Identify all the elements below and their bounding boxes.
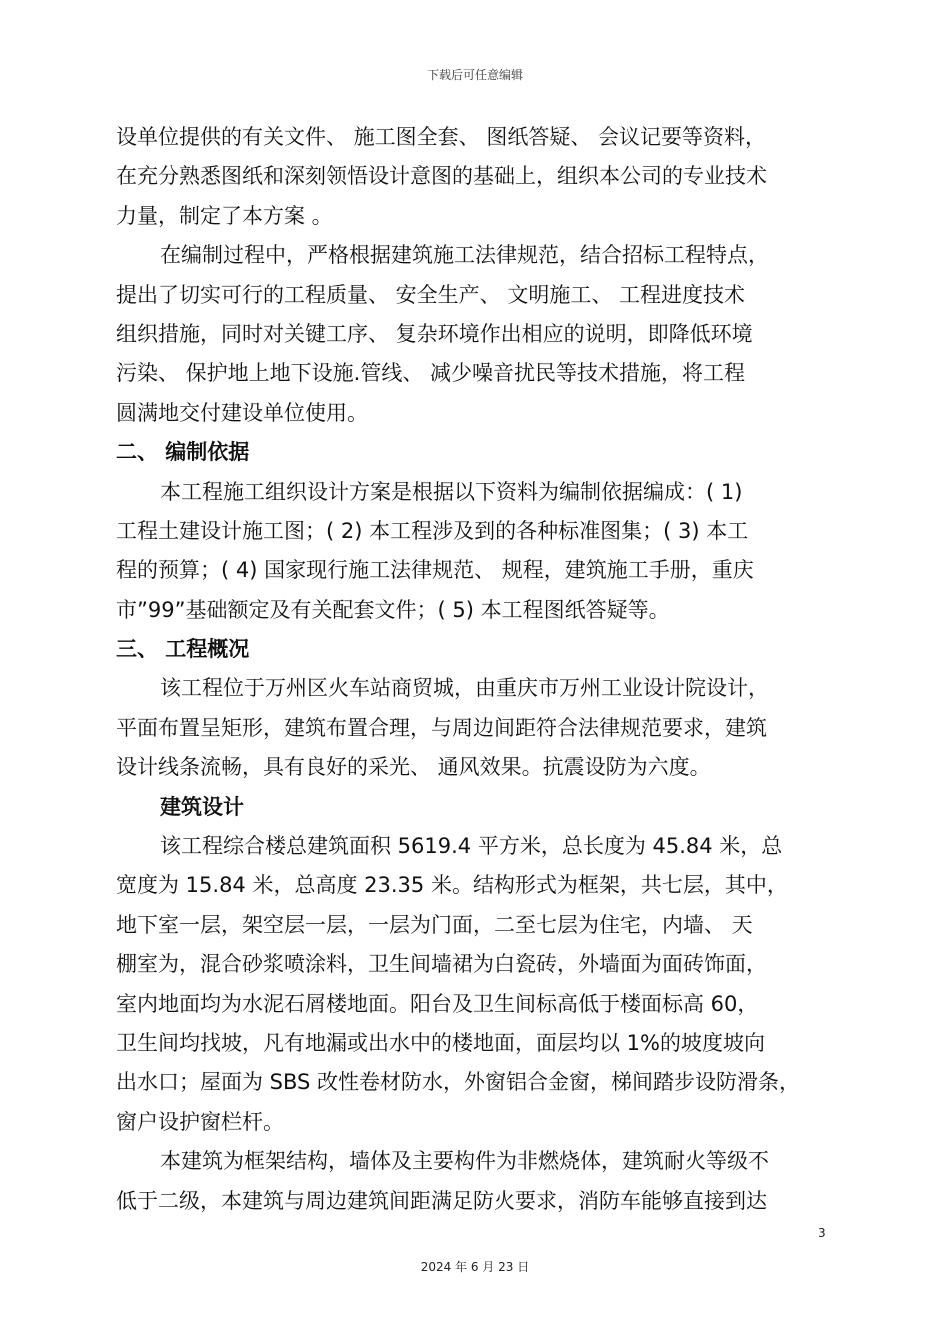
page-number: 3 bbox=[818, 1226, 826, 1240]
footer-date: 2024 年 6 月 23 日 bbox=[420, 1260, 530, 1274]
body-text-line: 圆满地交付建设单位使用。 bbox=[116, 400, 368, 425]
page-header: 下载后可任意编辑 bbox=[426, 68, 523, 82]
body-text-line: 市”99”基础额定及有关配套文件；( 5) 本工程图纸答疑等。 bbox=[116, 597, 670, 622]
body-text-line: 平面布置呈矩形，建筑布置合理，与周边间距符合法律规范要求，建筑 bbox=[116, 715, 767, 740]
section-heading: 三、 工程概况 bbox=[116, 637, 250, 662]
body-text-line: 污染、 保护地上地下设施.管线、 减少噪音扰民等技术措施，将工程 bbox=[116, 361, 746, 386]
body-text-line: 力量，制定了本方案 。 bbox=[116, 203, 333, 228]
body-text-line: 设计线条流畅，具有良好的采光、 通风效果。抗震设防为六度。 bbox=[116, 755, 711, 780]
body-text-line: 在充分熟悉图纸和深刻领悟设计意图的基础上，组织本公司的专业技术 bbox=[116, 164, 767, 189]
body-text-line: 组织措施，同时对关键工序、 复杂环境作出相应的说明，即降低环境 bbox=[116, 321, 753, 346]
section-heading: 建筑设计 bbox=[160, 794, 244, 819]
body-text-line: 室内地面均为水泥石屑楼地面。阳台及卫生间标高低于楼面标高 60， bbox=[116, 991, 759, 1016]
body-text-line: 工程土建设计施工图；( 2) 本工程涉及到的各种标准图集；( 3) 本工 bbox=[116, 518, 749, 543]
body-text-line: 在编制过程中，严格根据建筑施工法律规范，结合招标工程特点， bbox=[160, 243, 769, 268]
body-text-line: 宽度为 15.84 米，总高度 23.35 米。结构形式为框架，共七层，其中， bbox=[116, 873, 788, 898]
body-text-line: 窗户设护窗栏杆。 bbox=[116, 1109, 284, 1134]
body-text-line: 出水口；屋面为 SBS 改性卷材防水，外窗铝合金窗，梯间踏步设防滑条， bbox=[116, 1070, 801, 1095]
body-text-line: 该工程位于万州区火车站商贸城，由重庆市万州工业设计院设计， bbox=[160, 676, 769, 701]
body-text-line: 棚室为，混合砂浆喷涂料，卫生间墙裙为白瓷砖，外墙面为面砖饰面， bbox=[116, 952, 767, 977]
body-text-line: 设单位提供的有关文件、 施工图全套、 图纸答疑、 会议记要等资料， bbox=[116, 125, 767, 149]
body-text-line: 该工程综合楼总建筑面积 5619.4 平方米，总长度为 45.84 米，总 bbox=[160, 834, 783, 859]
body-text-line: 本工程施工组织设计方案是根据以下资料为编制依据编成：( 1) bbox=[160, 479, 743, 504]
body-text-line: 卫生间均找坡，凡有地漏或出水中的楼地面，面层均以 1%的坡度坡向 bbox=[116, 1030, 765, 1055]
body-text-line: 本建筑为框架结构，墙体及主要构件为非燃烧体，建筑耐火等级不 bbox=[160, 1149, 769, 1174]
body-text-line: 低于二级，本建筑与周边建筑间距满足防火要求，消防车能够直接到达 bbox=[116, 1188, 767, 1213]
body-text-line: 地下室一层，架空层一层，一层为门面，二至七层为住宅，内墙、 天 bbox=[116, 912, 753, 937]
body-text-line: 提出了切实可行的工程质量、 安全生产、 文明施工、 工程进度技术 bbox=[116, 282, 746, 307]
body-text-line: 程的预算；( 4) 国家现行施工法律规范、 规程，建筑施工手册，重庆 bbox=[116, 558, 754, 583]
section-heading: 二、 编制依据 bbox=[116, 440, 250, 465]
document-body bbox=[116, 118, 836, 1221]
